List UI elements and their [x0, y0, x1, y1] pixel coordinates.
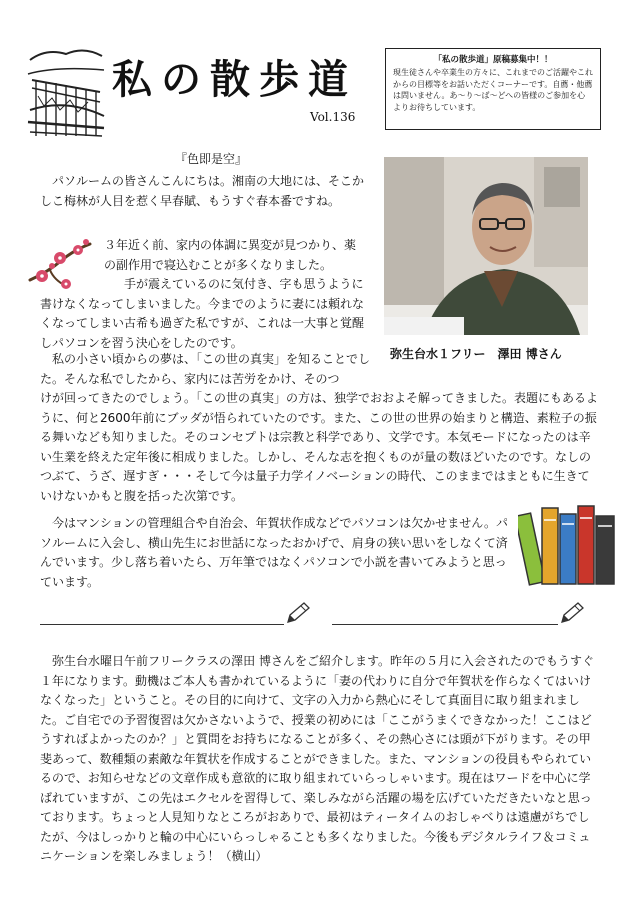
- article-paragraph-2: ３年近く前、家内の体調に異変が見つかり、薬の副作用で寝込むことが多くなりました。: [104, 238, 357, 272]
- article-paragraph-1: パソルームの皆さんこんにちは。湘南の大地には、そこかしこ梅林が人目を惹く早春賦、もうすぐ春本番ですね。: [40, 174, 365, 208]
- pencil-icon: [284, 600, 312, 624]
- member-introduction: 弥生台水曜日午前フリークラスの澤田 博さんをご紹介します。昨年の５月に入会されたのでもうすぐ１年になります。動機はご本人も書かれているように「妻の代わりに自分で年賀状を作らなくてはいけなくなった」ということ。その目的に向けて、文字の入力から熱心にそして真面目に取り組まれました。ご自宅での予習復習は欠かさないようで、授業の初めには「ここがうまくできなかった！ここはどうすればよかったのか？」と質問をお持ちになることが多く、その熱心さには頭が下がります。その甲斐あって、数種類の素敵な年賀状を作成することができました。また、マンションの役員もやられているので、お知らせなどの文章作成も意欲的に取り組まれていらっしゃいます。現在はワードを中心に学ばれていますが、この先はエクセルを習得して、楽しみながら活躍の場を広げていただきたいなと思っております。ちょっと人見知りなところがおありで、最初はティータイムのおしゃべりは遠慮がちでしたが、今はしっかりと輪の中心にいらっしゃることも多くなりました。今後もデジタルライフ＆コミュニケーションを楽しみましょう！（横山）: [40, 654, 595, 863]
- article-title: 『色即是空』: [175, 152, 248, 166]
- section-divider-right: [332, 624, 558, 625]
- notice-body: 現生徒さんや卒業生の方々に、これまでのご活躍やこれからの目標等をお話いただくコーナーです。自薦・他薦は問いません。あ～り～ば～どへの皆様のご参加を心よりお待ちしています。: [393, 68, 593, 112]
- books-illustration: [518, 502, 622, 586]
- article-paragraph-3: 手が震えているのに気付き、字も思うように書けなくなってしまいました。今までのように妻には頼れなくなってしまい古希も過ぎた私ですが、これは一大事と覚醒しパソコンを習う決心をしたのです。: [40, 277, 365, 350]
- article-paragraph-4: けが回ってきたのでしょう。「この世の真実」の方は、独学でおおよそ解ってきました。表題にもあるように、何と2600年前にブッダが悟られていたのです。また、この世の世界の始まりと構造、素粒子の振る舞いなども知りました。そのコンセプトは宗教と科学であり、文学です。本気モードになったのは辛い生業を終えた定年後に相成りました。しかし、そんな志を抱くものが量の数ほどいたのです。なしのつぶて、うざ、遅すぎ・・・そして今は量子力学イノベーションの時代、このままではまともに生きていけないかもと腹を括った次第です。: [40, 391, 599, 503]
- article-paragraph-5: 今はマンションの管理組合や自治会、年賀状作成などでパソコンは欠かせません。パソルームに入会し、横山先生にお世話になったおかげで、肩身の狭い思いをしなくて済んでいます。少し落ち着いたら、万年筆ではなくパソコンで小説を書いてみようと思っています。: [40, 516, 508, 589]
- volume-number: Vol.136: [310, 110, 356, 124]
- member-photo: [384, 157, 588, 335]
- photo-caption: 弥生台水１フリー 澤田 博さん: [390, 347, 562, 361]
- notice-title: 「私の散歩道」原稿募集中！！: [433, 55, 553, 65]
- article-paragraph-4-start: 私の小さい頃からの夢は、「この世の真実」を知ることでした。そんな私でしたから、家内には苦労をかけ、そのつ: [40, 352, 371, 386]
- header-illustration: [26, 40, 106, 140]
- pencil-icon: [558, 600, 586, 624]
- masthead-title: 私の散歩道: [112, 56, 357, 103]
- section-divider-left: [40, 624, 284, 625]
- submission-notice-box: [385, 48, 601, 130]
